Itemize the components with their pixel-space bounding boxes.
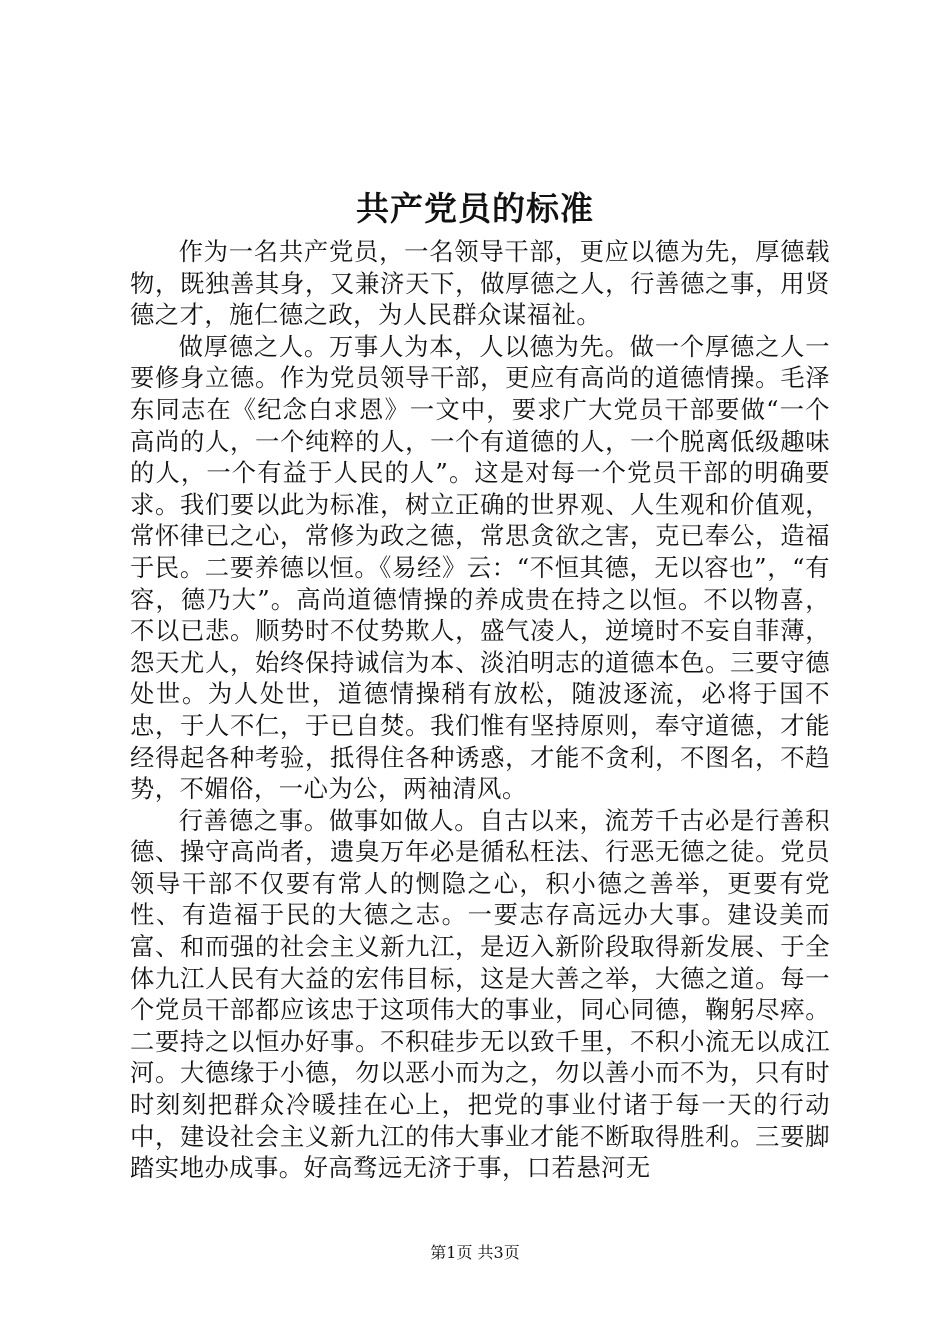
document-body: [130, 236, 830, 1184]
paragraph-virtuous-person: 做厚德之人。万事人为本，人以德为先。做一个厚德之人一要修身立德。作为党员领导干部，更应有高尚的道德情操。毛泽东同志在《纪念白求恩》一文中，要求广大党员干部要做“一个高尚的人，一个纯粹的人，一个有道德的人，一个脱离低级趣味的人，一个有益于人民的人”。这是对每一个党员干部的明确要求。我们要以此为标准，树立正确的世界观、人生观和价值观，常怀律已之心，常修为政之德，常思贪欲之害，克已奉公，造福于民。二要养德以恒。《易经》云：“不恒其德，无以容也”，“有容，德乃大”。高尚道德情操的养成贵在持之以恒。不以物喜，不以已悲。顺势时不仗势欺人，盛气凌人，逆境时不妄自菲薄，怨天尤人，始终保持诚信为本、淡泊明志的道德本色。三要守德处世。为人处世，道德情操稍有放松，随波逐流，必将于国不忠，于人不仁，于已自焚。我们惟有坚持原则，奉守道德，才能经得起各种考验，抵得住各种诱惑，才能不贪利，不图名，不趋势，不媚俗，一心为公，两袖清风。: [130, 331, 830, 804]
page-footer: 第1页 共3页: [430, 1243, 520, 1262]
paragraph-intro: 作为一名共产党员，一名领导干部，更应以德为先，厚德载物，既独善其身，又兼济天下，做厚德之人，行善德之事，用贤德之才，施仁德之政，为人民群众谋福祉。: [130, 237, 830, 330]
paragraph-virtuous-deeds: 行善德之事。做事如做人。自古以来，流芳千古必是行善积德、操守高尚者，遗臭万年必是循私枉法、行恶无德之徒。党员领导干部不仅要有常人的恻隐之心，积小德之善举，更要有党性、有造福于民的大德之志。一要志存高远办大事。建设美而富、和而强的社会主义新九江，是迈入新阶段取得新发展、于全体九江人民有大益的宏伟目标，这是大善之举，大德之道。每一个党员干部都应该忠于这项伟大的事业，同心同德，鞠躬尽瘁。二要持之以恒办好事。不积硅步无以致千里，不积小流无以成江河。大德缘于小德，勿以恶小而为之，勿以善小而不为，只有时时刻刻把群众冷暖挂在心上，把党的事业付诸于每一天的行动中，建设社会主义新九江的伟大事业才能不断取得胜利。三要脚踏实地办成事。好高骛远无济于事，口若悬河无: [130, 805, 830, 1183]
document-title: 共产党员的标准: [356, 189, 594, 228]
